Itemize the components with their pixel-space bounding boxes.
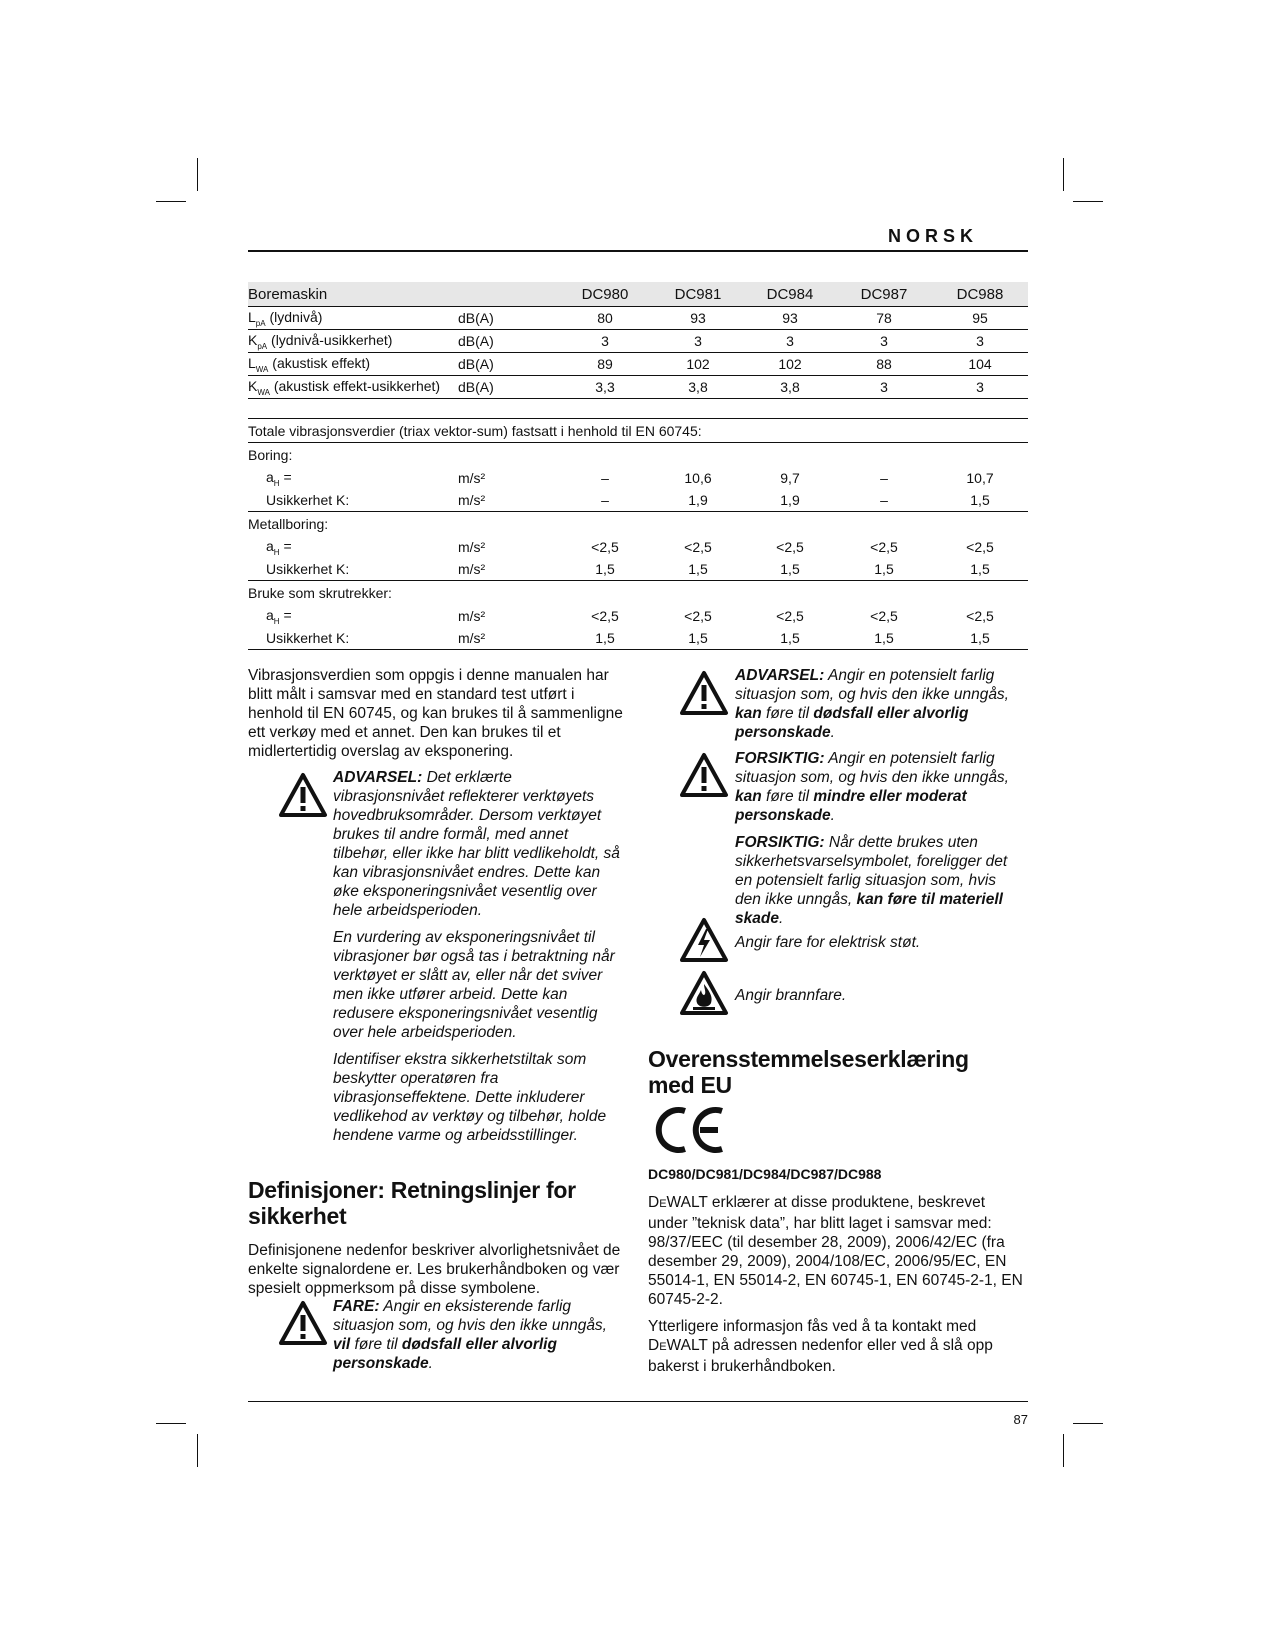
row-label (248, 353, 458, 376)
symbol: a (266, 468, 274, 485)
table-cell: <2,5 (870, 608, 898, 624)
table-cell: – (836, 489, 932, 512)
table-cell: 1,9 (652, 489, 744, 512)
section-row (248, 443, 1028, 468)
symbol: L (248, 308, 256, 325)
table-cell: 1,9 (744, 489, 836, 512)
table-cell: 1,5 (932, 627, 1028, 650)
forsiktig-bold: kan (735, 788, 762, 805)
warning-paragraph: En vurdering av eksponeringsnivået til vibrasjoner bør også tas i betraktning når verktøyet er slått av, eller når det sviver men ikke utfører arbeid. Dette kan redusere eksponeringsnivået vesentlig over hele arbeidsperioden. (333, 929, 615, 1041)
advarsel-definition (735, 666, 1025, 748)
warning-text: Det erklærte vibrasjonsnivået reflekterer verktøyets hovedbruksområder. Dersom verktøyet brukes til andre formål, med annet tilbehør, eller ikke har blitt vedlikeholdt, så kan vibrasjonsnivået endres. Dette kan øke eksponeringsnivået vesentlig over hele arbeidsperioden. (333, 769, 620, 919)
symbol-subscript: WA (257, 387, 270, 397)
forsiktig-text: føre til (761, 788, 814, 805)
brand-name: E (659, 1341, 667, 1353)
advarsel-text: Angir en potensielt farlig situasjon som, og hvis den ikke unngås, (735, 667, 1009, 703)
brand-name: WALT (666, 1194, 708, 1211)
forsiktig-property-definition (735, 833, 1025, 934)
table-cell: 89 (558, 353, 652, 376)
table-cell: 9,7 (780, 470, 800, 486)
table-cell: <2,5 (684, 608, 712, 624)
table-header-cell: DC988 (932, 282, 1028, 307)
table-cell: <2,5 (591, 608, 619, 624)
electric-shock-icon (679, 917, 729, 963)
unit-cell: m/s² (458, 470, 486, 486)
table-cell: 1,5 (558, 558, 652, 581)
brand-name: D (648, 1194, 660, 1211)
symbol-subscript: H (273, 616, 280, 626)
unit-cell: m/s² (458, 608, 486, 624)
definitions-heading: Definisjoner: Retningslinjer for sikkerhet (248, 1177, 576, 1229)
advarsel-label: ADVARSEL: (735, 667, 825, 684)
ce-mark-icon (654, 1105, 726, 1155)
table-cell: 3 (932, 330, 1028, 353)
language-header: NORSK (887, 226, 978, 246)
row-label (248, 536, 458, 558)
table-cell: 1,5 (558, 627, 652, 650)
noise-table (248, 282, 1028, 399)
table-row (248, 489, 1028, 512)
table-cell: <2,5 (870, 539, 898, 555)
crop-mark (197, 1434, 198, 1467)
row-label (248, 376, 458, 399)
vibration-table (248, 420, 1028, 650)
brand-name: WALT (666, 1337, 708, 1354)
fare-label: FARE: (333, 1298, 380, 1315)
page-number: 87 (1013, 1412, 1028, 1427)
table-cell: 3,8 (652, 376, 744, 399)
table-cell: 93 (744, 307, 836, 330)
symbol: K (248, 331, 258, 348)
table-cell: 3,8 (744, 376, 836, 399)
table-cell: – (601, 470, 609, 486)
warning-paragraph: Identifiser ekstra sikkerhetstiltak som beskytter operatøren fra vibrasjonseffektene. Dette inkluderer vedlikehod av verktøy og tilbehør, holde hendene varme og arbeidsstillinger. (333, 1051, 607, 1144)
unit-cell: dB(A) (458, 353, 558, 376)
warning-triangle-icon (679, 752, 729, 798)
unit-cell: m/s² (458, 627, 558, 650)
row-label: Usikkerhet K: (248, 627, 458, 650)
table-cell: 1,5 (652, 627, 744, 650)
forsiktig-bold: mindre eller moderat personskade (735, 788, 967, 824)
table-cell: <2,5 (776, 539, 804, 555)
table-cell: 3 (836, 376, 932, 399)
definitions-text (248, 1241, 628, 1304)
table-header-cell: DC984 (744, 282, 836, 307)
contact-paragraph: Ytterligere informasjon fås ved å ta kontakt med (648, 1318, 977, 1335)
table-cell: 102 (652, 353, 744, 376)
table-cell: 1,5 (836, 558, 932, 581)
footer-rule (248, 1401, 1028, 1402)
table-cell: 10,6 (684, 470, 712, 486)
section-name: Bruke som skrutrekker: (248, 585, 392, 601)
table-cell: 3 (836, 330, 932, 353)
table-cell: – (558, 489, 652, 512)
table-row (248, 558, 1028, 581)
left-column (248, 666, 626, 767)
table-cell: 80 (558, 307, 652, 330)
fare-definition (333, 1297, 626, 1379)
table-cell: <2,5 (966, 608, 994, 624)
row-label (248, 605, 458, 627)
declaration-text (648, 1193, 1028, 1382)
table-header-cell: DC987 (836, 282, 932, 307)
table-cell: 1,5 (932, 558, 1028, 581)
unit-cell: dB(A) (458, 307, 558, 330)
table-header-cell: DC980 (558, 282, 652, 307)
eu-declaration-heading: Overensstemmelseserklæring med EU (648, 1046, 969, 1098)
electric-shock-text: Angir fare for elektrisk støt. (735, 934, 921, 951)
table-cell: 3 (558, 330, 652, 353)
table-cell: 3 (932, 376, 1028, 399)
row-label-text: (lydnivå) (265, 308, 323, 325)
symbol-subscript: H (273, 478, 280, 488)
fare-text: Angir en eksisterende farlig situasjon som, og hvis den ikke unngås, (333, 1298, 607, 1334)
table-row (248, 307, 1028, 330)
forsiktig-definition (735, 749, 1025, 831)
crop-mark (1073, 201, 1103, 202)
symbol: a (266, 606, 274, 623)
section-name: Metallboring: (248, 516, 329, 532)
symbol-subscript: H (273, 547, 280, 557)
forsiktig-label: FORSIKTIG: (735, 750, 825, 767)
table-cell: 102 (744, 353, 836, 376)
section-row (248, 512, 1028, 537)
row-label-text: (lydnivå-usikkerhet) (267, 331, 393, 348)
vibration-intro: Vibrasjonsverdien som oppgis i denne manualen har blitt målt i samsvar med en standard test utført i henhold til EN 60745, og kan brukes til å sammenligne ett verkøy med et annet. Den kan brukes til et midlertertidig overslag av eksponering. (248, 667, 623, 760)
warning-label: ADVARSEL: (333, 769, 423, 786)
row-label-text: = (279, 606, 292, 623)
advarsel-text: . (830, 724, 835, 741)
unit-cell: dB(A) (458, 330, 558, 353)
table-row (248, 536, 1028, 558)
warning-triangle-icon (679, 670, 729, 716)
row-label-text: = (279, 468, 292, 485)
unit-cell: m/s² (458, 539, 486, 555)
table-row (248, 605, 1028, 627)
advarsel-bold: dødsfall eller alvorlig personskade (735, 705, 969, 741)
table-row (248, 467, 1028, 489)
header-rule (248, 250, 1028, 252)
crop-mark (156, 201, 186, 202)
table-cell: 93 (652, 307, 744, 330)
crop-mark (197, 158, 198, 191)
table-cell: <2,5 (776, 608, 804, 624)
advarsel-text: føre til (761, 705, 814, 722)
table-cell: – (880, 470, 888, 486)
declaration-paragraph: erklærer at disse produktene, beskrevet under ”teknisk data”, har blitt laget i samsvar med: 98/37/EEC (til desember 28, 2009), 2006/42/EC (fra desember 29, 2009), 2004/108/EC, 2006/95/EC, EN 55014-1, EN 55014-2, EN 60745-1, EN 60745-2-1, EN 60745-2-2. (648, 1194, 1023, 1308)
unit-cell: dB(A) (458, 376, 558, 399)
table-row (248, 330, 1028, 353)
table-header-cell: DC981 (652, 282, 744, 307)
table-header-row (248, 282, 1028, 307)
table-header-cell (458, 282, 558, 307)
row-label (248, 330, 458, 353)
table-cell: 88 (836, 353, 932, 376)
table-cell: 1,5 (836, 627, 932, 650)
crop-mark (1073, 1423, 1103, 1424)
row-label-text: = (279, 537, 292, 554)
fare-text: føre til (350, 1336, 402, 1353)
row-label-text: (akustisk effekt) (268, 354, 371, 371)
crop-mark (156, 1423, 186, 1424)
advarsel-bold: kan (735, 705, 762, 722)
symbol: K (248, 377, 258, 394)
crop-mark (1063, 1434, 1064, 1467)
forsiktig-text: Angir en potensielt farlig situasjon som, og hvis den ikke unngås, (735, 750, 1009, 786)
forsiktig-text: Når dette brukes uten sikkerhetsvarselsymbolet, foreligger det en potensielt farlig situasjon som, hvis den ikke unngås, (735, 834, 1008, 908)
fare-bold: dødsfall eller alvorlig personskade (333, 1336, 557, 1372)
table-row (248, 353, 1028, 376)
fire-hazard-text: Angir brannfare. (735, 987, 847, 1004)
table-header-cell: Boremaskin (248, 282, 458, 307)
forsiktig-text: . (830, 807, 835, 824)
row-label (248, 467, 458, 489)
row-label-text: (akustisk effekt-usikkerhet) (269, 377, 441, 394)
fire-hazard-icon (679, 970, 729, 1016)
fare-text: . (428, 1355, 433, 1372)
table-row (248, 376, 1028, 399)
warning-triangle-icon (278, 1300, 328, 1346)
row-label: Usikkerhet K: (248, 558, 458, 581)
symbol: L (248, 354, 256, 371)
forsiktig-bold: kan føre til materiell skade (735, 891, 1003, 927)
vibration-warning (333, 768, 626, 1151)
forsiktig-label: FORSIKTIG: (735, 834, 825, 851)
table-cell: 104 (932, 353, 1028, 376)
crop-mark (1063, 158, 1064, 191)
table-cell: 95 (932, 307, 1028, 330)
brand-name: D (648, 1337, 660, 1354)
brand-name: E (659, 1198, 667, 1210)
symbol: a (266, 537, 274, 554)
section-row (248, 581, 1028, 606)
table-cell: <2,5 (684, 539, 712, 555)
table-cell: 3 (744, 330, 836, 353)
contact-paragraph: på adressen nedenfor eller ved å slå opp bakerst i brukerhåndboken. (648, 1337, 993, 1375)
table-cell: 3 (652, 330, 744, 353)
table-title-row (248, 420, 1028, 443)
definitions-paragraph: Definisjonene nedenfor beskriver alvorlighetsnivået de enkelte signalordene er. Les brukerhåndboken og vær spesielt oppmerksom på disse symbolene. (248, 1242, 621, 1297)
table-cell: 1,5 (652, 558, 744, 581)
table-cell: 78 (836, 307, 932, 330)
symbol-subscript: pA (255, 318, 266, 328)
section-name: Boring: (248, 447, 293, 463)
table-row (248, 627, 1028, 650)
row-label: Usikkerhet K: (248, 489, 458, 512)
row-label (248, 307, 458, 330)
symbol-subscript: WA (255, 364, 269, 374)
table-cell: 1,5 (744, 558, 836, 581)
table-cell: <2,5 (966, 539, 994, 555)
table-cell: 1,5 (744, 627, 836, 650)
model-list: DC980/DC981/DC984/DC987/DC988 (648, 1166, 882, 1182)
table-cell: 3,3 (558, 376, 652, 399)
table-cell: <2,5 (591, 539, 619, 555)
warning-triangle-icon (278, 772, 328, 818)
forsiktig-text: . (778, 910, 784, 927)
table-cell: 1,5 (932, 489, 1028, 512)
vibration-rule (248, 418, 1028, 419)
unit-cell: m/s² (458, 489, 558, 512)
table-cell: 10,7 (966, 470, 994, 486)
symbol-subscript: pA (257, 341, 268, 351)
vibration-table-title: Totale vibrasjonsverdier (triax vektor-sum) fastsatt i henhold til EN 60745: (248, 420, 1028, 443)
unit-cell: m/s² (458, 558, 558, 581)
fare-bold: vil (333, 1336, 351, 1353)
